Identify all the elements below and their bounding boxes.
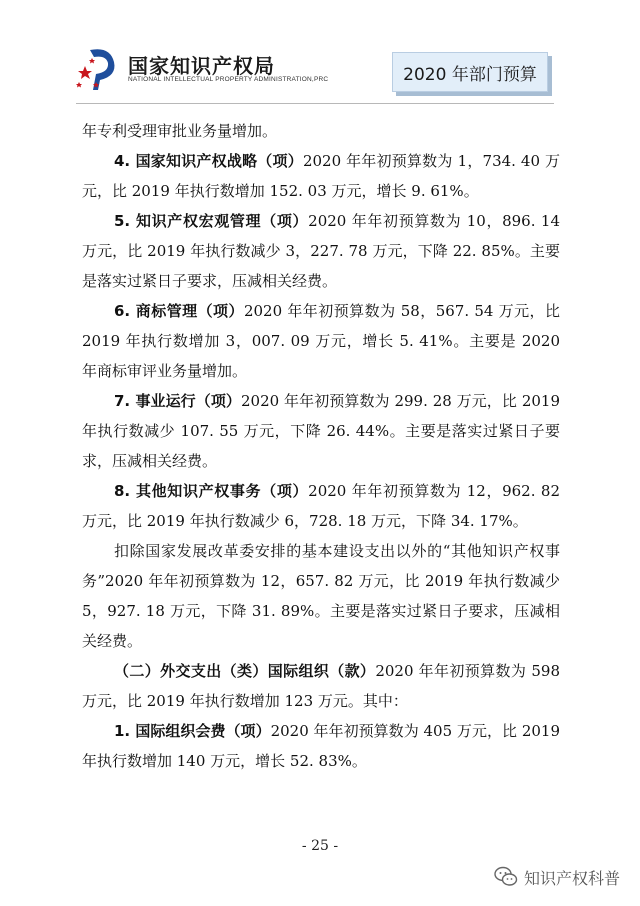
- paragraph: [82, 476, 560, 536]
- item-heading: 8. 其他知识产权事务（项）: [114, 482, 309, 500]
- paragraph: [82, 296, 560, 386]
- document-body: [82, 116, 560, 776]
- paragraph: [82, 146, 560, 206]
- paragraph-text: 2020 年年初预算数为 598 万元，比 2019 年执行数增加 123 万元。其中：: [82, 662, 560, 710]
- paragraph-text: 2020 年年初预算数为 58，567. 54 万元，比 2019 年执行数增加 3，007. 09 万元，增长 5. 41%。主要是 2020 年商标审评业务量增加。: [82, 302, 560, 380]
- wechat-icon: [494, 866, 518, 888]
- org-name-en: NATIONAL INTELLECTUAL PROPERTY ADMINISTRATION,PRC: [128, 76, 329, 83]
- item-heading: 7. 事业运行（项）: [114, 392, 242, 410]
- header-divider: [76, 103, 554, 104]
- paragraph: [82, 716, 560, 776]
- paragraph: [82, 206, 560, 296]
- item-heading: 6. 商标管理（项）: [114, 302, 244, 320]
- item-heading: 4. 国家知识产权战略（项）: [114, 152, 303, 170]
- cnipa-logo-icon: [76, 44, 120, 92]
- paragraph-text: 扣除国家发展改革委安排的基本建设支出以外的“其他知识产权事务”2020 年年初预算数为 12，657. 82 万元，比 2019 年执行数减少 5，927. 18 万元，下降 31. 89%。主要是落实过紧日子要求，压减相关经费。: [82, 542, 560, 650]
- paragraph-text: 2020 年年初预算数为 12，962. 82 万元，比 2019 年执行数减少 6，728. 18 万元，下降 34. 17%。: [82, 482, 560, 530]
- paragraph-text: 2020 年年初预算数为 10，896. 14 万元，比 2019 年执行数减少 3，227. 78 万元，下降 22. 85%。主要是落实过紧日子要求，压减相关经费。: [82, 212, 560, 290]
- paragraph-text: 2020 年年初预算数为 405 万元，比 2019 年执行数增加 140 万元，增长 52. 83%。: [82, 722, 560, 770]
- paragraph: [82, 116, 560, 146]
- watermark-text: 知识产权科普: [523, 868, 620, 888]
- paragraph-text: 2020 年年初预算数为 299. 28 万元，比 2019 年执行数减少 107. 55 万元，下降 26. 44%。主要是落实过紧日子要求，压减相关经费。: [82, 392, 560, 470]
- paragraph: [82, 386, 560, 476]
- section-heading: （二）外交支出（类）国际组织（款）: [114, 662, 376, 680]
- item-heading: 1. 国际组织会费（项）: [114, 722, 271, 740]
- paragraph-text: 2020 年年初预算数为 1，734. 40 万元，比 2019 年执行数增加 152. 03 万元，增长 9. 61%。: [82, 152, 561, 200]
- watermark: [494, 864, 620, 890]
- item-heading: 5. 知识产权宏观管理（项）: [114, 212, 309, 230]
- paragraph: [82, 536, 560, 656]
- page-header: [0, 0, 640, 105]
- paragraph: [82, 656, 560, 716]
- org-name-cn: 国家知识产权局: [128, 54, 275, 78]
- doc-label-box: 2020 年部门预算: [392, 52, 548, 92]
- logo: [76, 44, 329, 96]
- page-number: - 25 -: [301, 838, 339, 854]
- paragraph-text: 年专利受理审批业务量增加。: [82, 122, 278, 140]
